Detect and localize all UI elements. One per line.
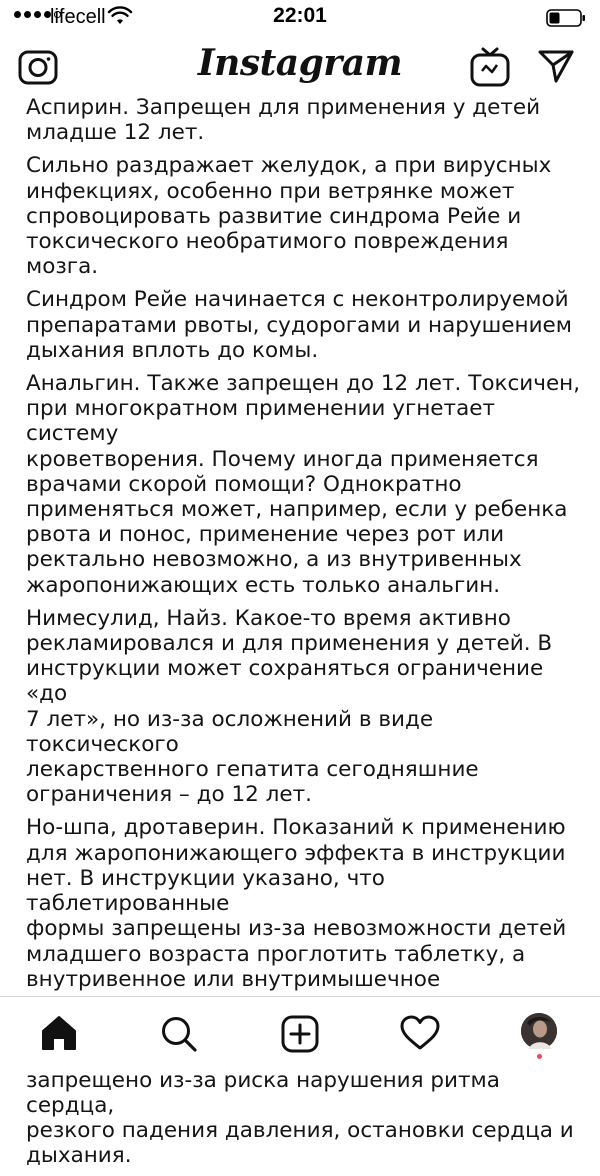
carrier-name: lifecell xyxy=(50,6,106,28)
app-header xyxy=(0,36,600,100)
home-icon[interactable] xyxy=(40,1015,78,1051)
instagram-logo: Instagram xyxy=(197,42,403,84)
caption-paragraph: Аспирин. Запрещен для применения у детей младше 12 лет. xyxy=(26,95,541,146)
avatar-photo xyxy=(521,1013,557,1049)
search-icon[interactable] xyxy=(160,1015,198,1053)
caption-paragraph: Сильно раздражает желудок, а при вирусных инфекциях, особенно при ветрянке может спровоцировать развитие синдрома Рейе и токсического необратимого повреждения мозга. xyxy=(26,153,552,280)
caption-paragraph: Анальгин. Также запрещен до 12 лет. Токсичен, при многократном применении угнетает систему кроветворения. Почему иногда применяется врачами скорой помощи? Однократно применяться может, например, если у ребенка рвота и понос, применение через рот или ректально невозможно, а из внутривенных жаропонижающих есть только анальгин. xyxy=(26,371,581,598)
notification-dot xyxy=(537,1054,542,1059)
battery-icon xyxy=(546,9,586,27)
igtv-icon[interactable] xyxy=(470,46,510,88)
profile-avatar[interactable] xyxy=(521,1013,557,1049)
status-bar xyxy=(0,0,600,36)
caption-paragraph: Но-шпа, дротаверин. Показаний к применению для жаропонижающего эффекта в инструкции нет. В инструкции указано, что таблетированные формы запрещены из-за невозможности детей младшего возраста проглотить таблетку, а внутривенное или внутримышечное запрещено из-за риска нарушения ритма сердца, резкого падения давления, остановки сердца и дыхания. xyxy=(26,815,574,1169)
bottom-nav xyxy=(0,996,600,1067)
caption-paragraph: Нимесулид, Найз. Какое-то время активно рекламировался и для применения у детей. В инструкции может сохраняться ограничение «до 7 лет», но из-за осложнений в виде токсического лекарственного гепатита сегодняшние ограничения – до 12 лет. xyxy=(26,605,553,808)
activity-heart-icon[interactable] xyxy=(400,1015,440,1051)
status-time: 22:01 xyxy=(273,4,327,27)
caption-paragraph: Синдром Рейе начинается с неконтролируемой препаратами рвоты, судорогами и нарушением дыхания вплоть до комы. xyxy=(26,287,573,363)
new-post-icon[interactable] xyxy=(281,1015,319,1053)
post-caption xyxy=(0,95,600,1169)
direct-send-icon[interactable] xyxy=(537,48,575,84)
